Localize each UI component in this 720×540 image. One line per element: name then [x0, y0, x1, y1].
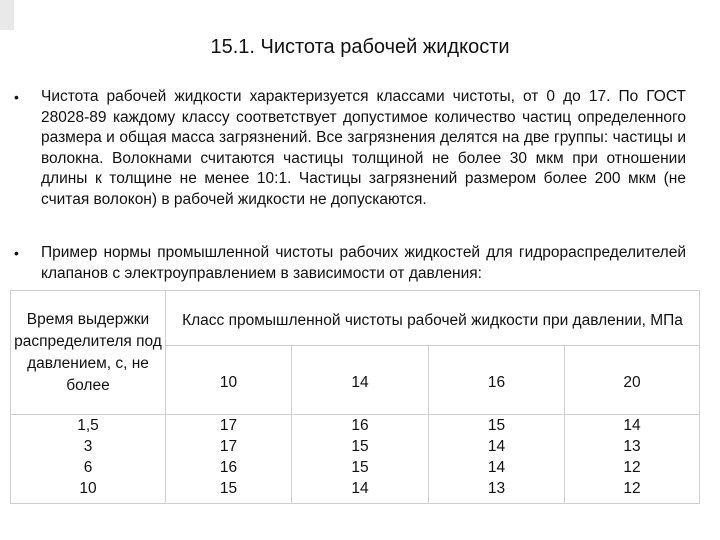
class-cell: 14	[429, 457, 565, 478]
table-row	[11, 436, 700, 457]
pressure-header: 16	[429, 346, 565, 415]
class-cell: 16	[292, 415, 429, 437]
class-cell: 14	[429, 436, 565, 457]
purity-norms-table	[10, 290, 700, 504]
class-cell: 12	[565, 457, 700, 478]
time-cell: 3	[11, 436, 166, 457]
class-cell: 15	[292, 457, 429, 478]
bullet-text: Пример нормы промышленной чистоты рабочих жидкостей для гидрораспределителей клапанов с электроуправлением в зависимости от давления:	[41, 244, 686, 282]
table-row	[11, 415, 700, 437]
pressure-header: 14	[292, 346, 429, 415]
time-column-header: Время выдержки распределителя под давлением, с, не более	[11, 291, 166, 415]
class-cell: 17	[166, 436, 292, 457]
class-cell: 15	[429, 415, 565, 437]
class-cell: 15	[292, 436, 429, 457]
time-cell: 1,5	[11, 415, 166, 437]
bullet-text: Чистота рабочей жидкости характеризуется классами чистоты, от 0 до 17. По ГОСТ 28028-89 каждому классу соответствует допустимое количество частиц определенного размера и общая масса загрязнений. Все загрязнения делятся на две группы: частицы и волокна. Волокнами считаются частицы толщиной не более 30 мкм при отношении длины к толщине не менее 10:1. Частицы загрязнений размером более 200 мкм (не считая волокон) в рабочей жидкости не допускаются.	[41, 88, 686, 208]
bullet-item-purity-classes	[14, 87, 686, 210]
time-cell: 10	[11, 478, 166, 504]
time-cell: 6	[11, 457, 166, 478]
class-cell: 14	[292, 478, 429, 504]
class-cell: 13	[429, 478, 565, 504]
pressure-header: 10	[166, 346, 292, 415]
class-cell: 17	[166, 415, 292, 437]
bullet-marker: •	[14, 245, 19, 261]
table-row	[11, 478, 700, 504]
class-cell: 16	[166, 457, 292, 478]
class-cell: 14	[565, 415, 700, 437]
bullet-item-example	[14, 243, 686, 284]
class-cell: 15	[166, 478, 292, 504]
class-column-header: Класс промышленной чистоты рабочей жидкости при давлении, МПа	[166, 291, 700, 346]
table-row	[11, 457, 700, 478]
pressure-header: 20	[565, 346, 700, 415]
bullet-marker: •	[14, 89, 19, 105]
class-cell: 13	[565, 436, 700, 457]
corner-mark	[0, 0, 14, 30]
class-cell: 12	[565, 478, 700, 504]
page-title: 15.1. Чистота рабочей жидкости	[210, 36, 510, 58]
